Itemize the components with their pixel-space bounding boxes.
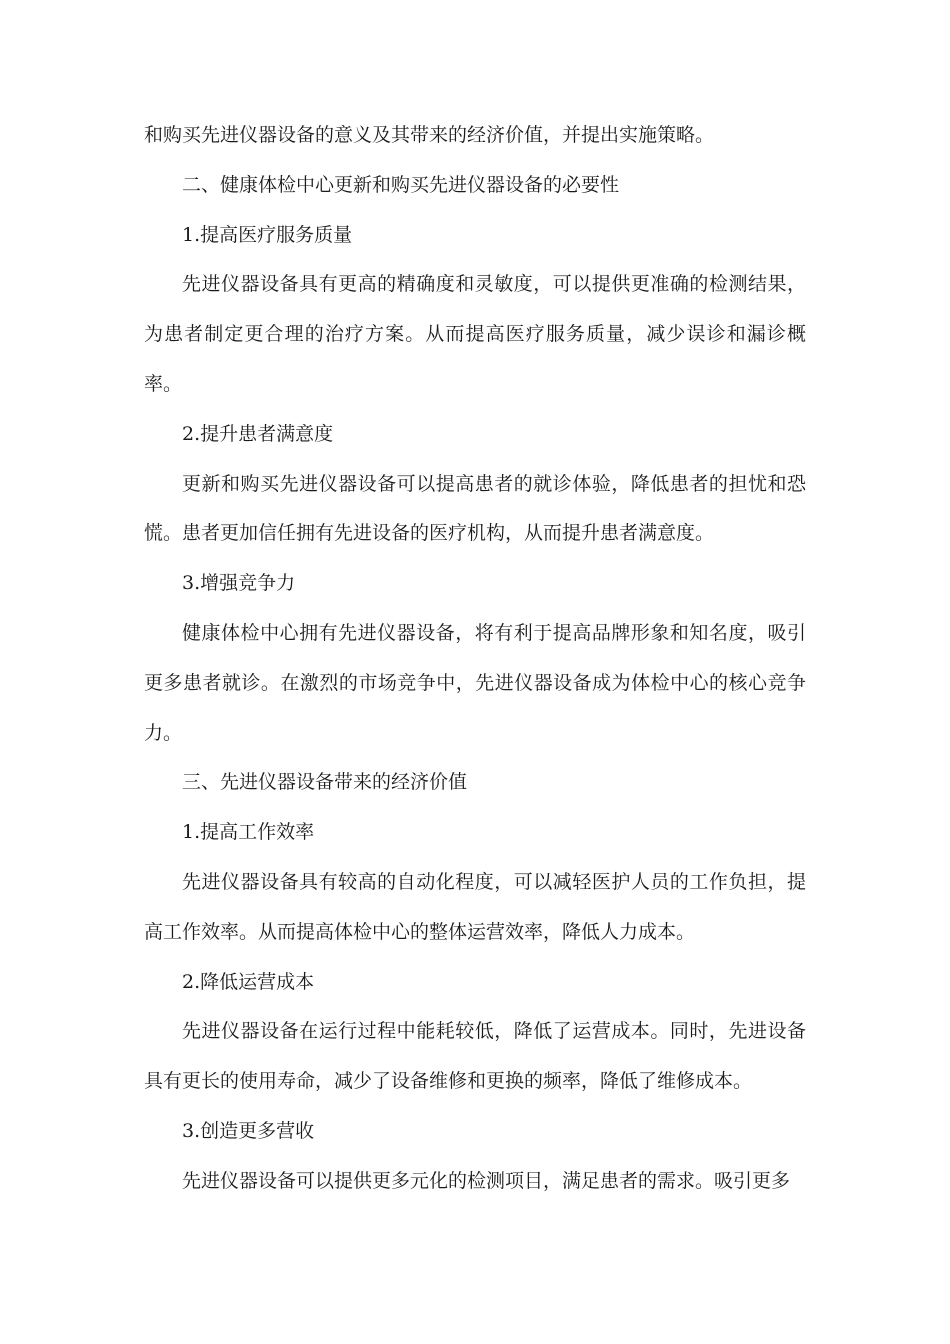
subheading-service-quality: 1.提高医疗服务质量 (182, 223, 353, 246)
subheading-patient-satisfaction: 2.提升患者满意度 (182, 422, 334, 445)
paragraph-competitiveness: 健康体检中心拥有先进仪器设备，将有利于提高品牌形象和知名度，吸引更多患者就诊。在激烈的市场竞争中，先进仪器设备成为体检中心的核心竞争力。 (144, 621, 806, 744)
subheading-revenue: 3.创造更多营收 (182, 1119, 315, 1142)
section-heading-economic-value: 三、先进仪器设备带来的经济价值 (182, 771, 468, 794)
paragraph-work-efficiency: 先进仪器设备具有较高的自动化程度，可以减轻医护人员的工作负担，提高工作效率。从而提高体检中心的整体运营效率，降低人力成本。 (144, 870, 806, 943)
paragraph-operating-cost: 先进仪器设备在运行过程中能耗较低，降低了运营成本。同时，先进设备具有更长的使用寿命，减少了设备维修和更换的频率，降低了维修成本。 (144, 1020, 806, 1093)
section-heading-necessity: 二、健康体检中心更新和购买先进仪器设备的必要性 (182, 173, 620, 196)
subheading-competitiveness: 3.增强竞争力 (182, 572, 296, 595)
document-page (144, 111, 806, 1207)
subheading-operating-cost: 2.降低运营成本 (182, 970, 315, 993)
subheading-work-efficiency: 1.提高工作效率 (182, 821, 315, 844)
paragraph-revenue: 先进仪器设备可以提供更多元化的检测项目，满足患者的需求。吸引更多 (182, 1169, 791, 1192)
paragraph-continuation: 和购买先进仪器设备的意义及其带来的经济价值，并提出实施策略。 (144, 124, 715, 146)
paragraph-patient-satisfaction: 更新和购买先进仪器设备可以提高患者的就诊体验，降低患者的担忧和恐慌。患者更加信任拥有先进设备的医疗机构，从而提升患者满意度。 (144, 472, 806, 545)
paragraph-service-quality: 先进仪器设备具有更高的精确度和灵敏度，可以提供更准确的检测结果，为患者制定更合理的治疗方案。从而提高医疗服务质量，减少误诊和漏诊概率。 (144, 273, 806, 395)
